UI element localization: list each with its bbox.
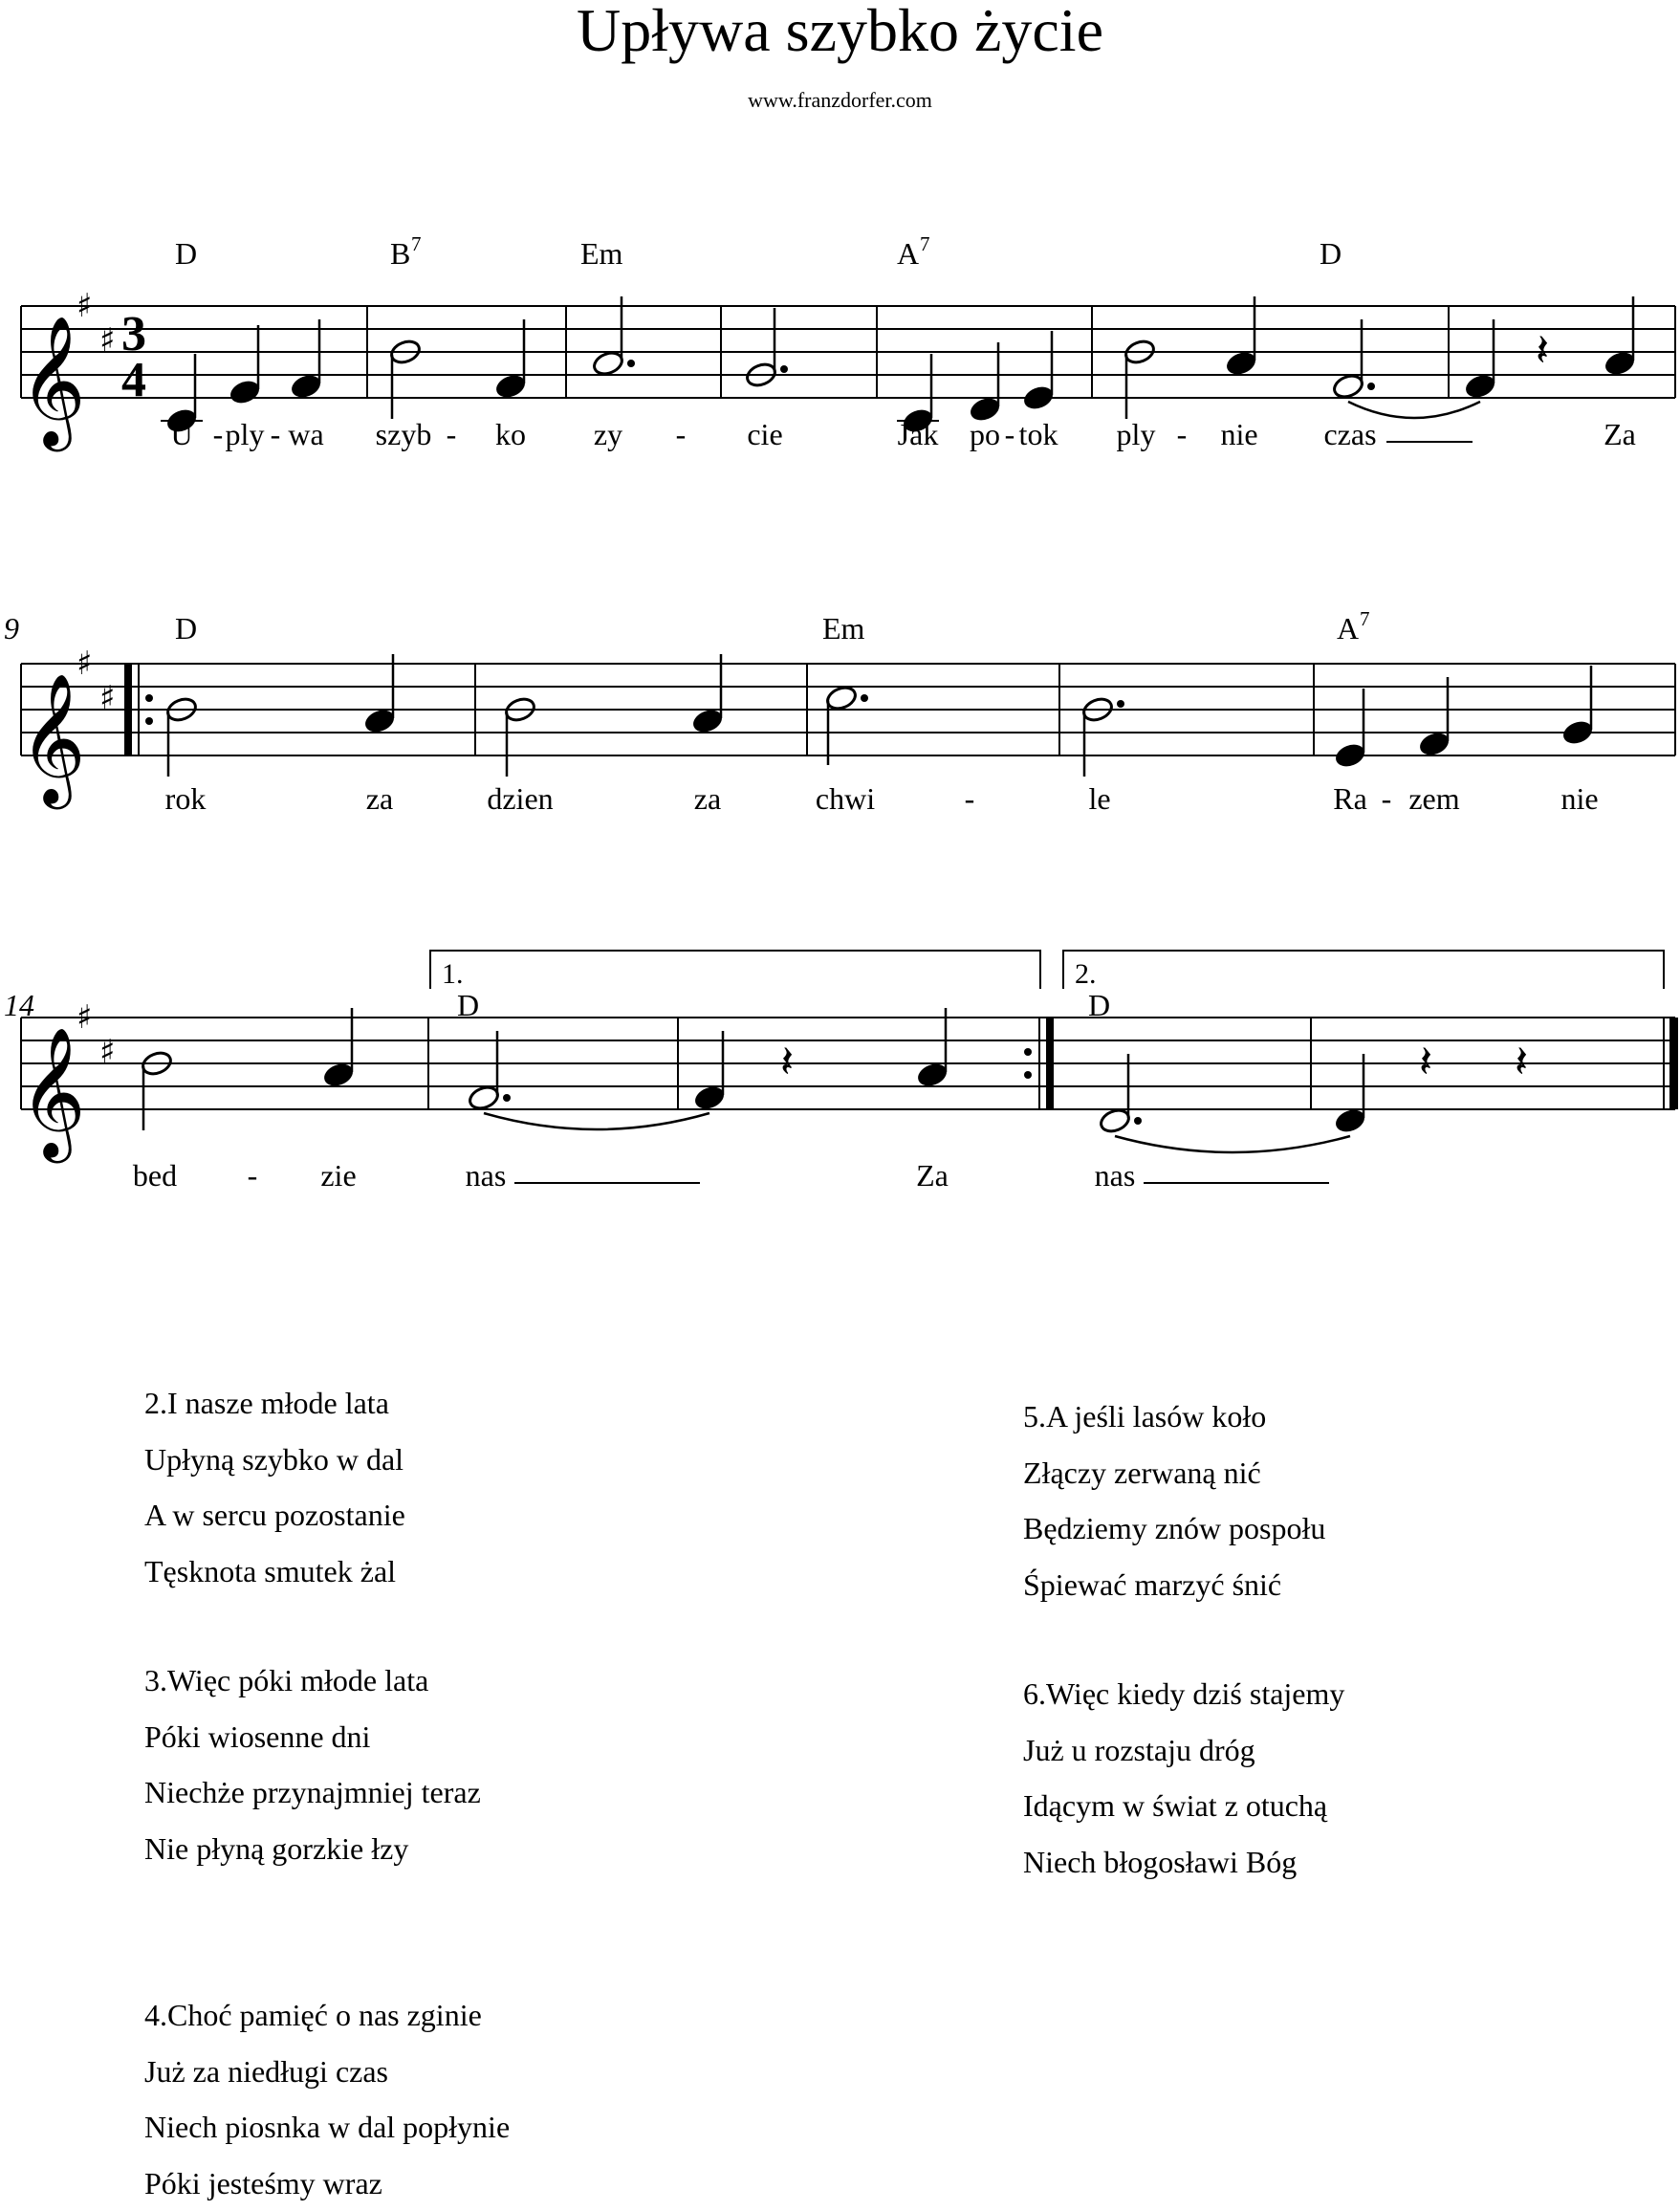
lyric-syllable: - — [676, 417, 687, 451]
lyric-syllable: rok — [165, 781, 207, 816]
lyric-syllable: za — [366, 781, 393, 816]
verse-5 — [1023, 1389, 1325, 1612]
verses-left-3 — [144, 1987, 510, 2211]
dot-icon — [1134, 1117, 1142, 1125]
lyric-syllable: U — [170, 417, 192, 451]
dot-icon — [503, 1094, 511, 1102]
sharp-icon: ♯ — [76, 645, 92, 683]
lyric-syllable: Za — [1604, 417, 1636, 451]
dot-icon — [1367, 383, 1375, 390]
note-head — [690, 707, 724, 735]
lyric-syllable: - — [271, 417, 281, 451]
lyric-syllable: zy — [594, 417, 622, 451]
chord-symbol: A — [897, 236, 919, 271]
note-head — [1463, 372, 1496, 401]
verse-line: Niechże przynajmniej teraz — [144, 1764, 481, 1821]
verse-line: Będziemy znów pospołu — [1023, 1500, 1325, 1557]
chord-symbol: A — [1337, 611, 1359, 646]
quarter-rest-icon: 𝄽 — [780, 1036, 794, 1087]
song-title: Upływa szybko życie — [0, 0, 1680, 61]
lyric-syllable: tok — [1019, 417, 1058, 451]
verse-line: Niech błogosławi Bóg — [1023, 1834, 1344, 1891]
verse-4 — [144, 1987, 510, 2211]
quarter-rest-icon: 𝄽 — [1419, 1036, 1432, 1087]
verse-line: 3.Więc póki młode lata — [144, 1653, 481, 1709]
lyric-syllable: dzien — [487, 781, 553, 816]
verse-line: 2.I nasze młode lata — [144, 1375, 405, 1432]
treble-clef-icon: 𝄞 — [19, 671, 86, 809]
note-head — [467, 1084, 500, 1112]
verse-line: A w sercu pozostanie — [144, 1487, 405, 1543]
volta-2-label: 2. — [1075, 958, 1097, 990]
verse-line: Upłyną szybko w dal — [144, 1432, 405, 1488]
tie — [1115, 1136, 1350, 1152]
chord-symbol: Em — [580, 236, 623, 271]
lyric-syllable: wa — [288, 417, 323, 451]
lyric-syllable: Jak — [898, 417, 939, 451]
sharp-icon: ♯ — [99, 1033, 115, 1071]
lyric-syllable: nie — [1220, 417, 1257, 451]
verse-line: 4.Choć pamięć o nas zginie — [144, 1987, 510, 2044]
note-head — [591, 349, 624, 378]
verse-2 — [144, 1375, 405, 1599]
quarter-rest-icon: 𝄽 — [1536, 324, 1549, 376]
note-head — [1333, 1106, 1366, 1135]
chord-symbol: D — [175, 611, 197, 646]
verses-right — [1023, 1389, 1325, 1612]
verses-left — [144, 1375, 405, 1599]
chord-symbol: Em — [822, 611, 865, 646]
chord-symbol: B — [390, 236, 410, 271]
note-head — [1331, 372, 1364, 401]
lyric-syllable: szyb — [376, 417, 432, 451]
verses-left-2 — [144, 1653, 481, 1876]
note-head — [1021, 383, 1055, 412]
dot-icon — [1117, 700, 1124, 708]
source-url: www.franzdorfer.com — [0, 88, 1680, 113]
sharp-icon: ♯ — [99, 679, 115, 717]
dot-icon — [627, 360, 635, 367]
quarter-rest-icon: 𝄽 — [1515, 1036, 1528, 1087]
measure-number: 9 — [4, 611, 19, 646]
note-head — [692, 1084, 726, 1112]
note-head — [289, 372, 322, 401]
tie — [484, 1113, 709, 1129]
note-head — [1224, 349, 1257, 378]
lyric-syllable: nas — [1095, 1158, 1136, 1193]
verse-line: Póki jesteśmy wraz — [144, 2156, 510, 2211]
lyric-syllable: - — [1382, 781, 1392, 816]
chord-symbol: D — [457, 988, 479, 1022]
note-head — [824, 684, 858, 712]
chord-symbol: D — [1088, 988, 1110, 1022]
verse-line: Śpiewać marzyć śnić — [1023, 1557, 1325, 1613]
note-head — [362, 707, 396, 735]
treble-clef-icon: 𝄞 — [19, 314, 86, 451]
note-head — [321, 1061, 355, 1089]
note-head — [493, 372, 527, 401]
dot-icon — [780, 365, 788, 373]
lyric-syllable: zie — [320, 1158, 356, 1193]
time-signature-top: 3 — [121, 307, 146, 361]
staff-system-1 — [21, 306, 1675, 398]
verse-line: Już u rozstaju dróg — [1023, 1722, 1344, 1779]
verse-6 — [1023, 1666, 1344, 1890]
note-head — [1333, 741, 1366, 770]
note-head — [1603, 349, 1636, 378]
verse-line: 6.Więc kiedy dziś stajemy — [1023, 1666, 1344, 1722]
lyric-syllable: po — [970, 417, 1000, 451]
lyric-syllable: - — [1005, 417, 1015, 451]
lyric-syllable: za — [694, 781, 721, 816]
chord-superscript: 7 — [411, 232, 422, 255]
chord-superscript: 7 — [920, 232, 930, 255]
lyric-syllable: le — [1088, 781, 1110, 816]
lyric-syllable: bed — [133, 1158, 177, 1193]
note-head — [1098, 1106, 1131, 1135]
treble-clef-icon: 𝄞 — [19, 1025, 86, 1163]
lyric-syllable: - — [965, 781, 975, 816]
verse-line: Idącym w świat z otuchą — [1023, 1778, 1344, 1834]
chord-superscript: 7 — [1360, 607, 1370, 630]
measure-number: 14 — [4, 988, 34, 1022]
lyric-syllable: Ra — [1333, 781, 1367, 816]
verse-line: Złączy zerwaną nić — [1023, 1445, 1325, 1501]
verse-3 — [144, 1653, 481, 1876]
lyric-syllable: - — [447, 417, 457, 451]
note-head — [1560, 718, 1594, 747]
lyric-syllable: chwi — [816, 781, 875, 816]
tie — [1348, 402, 1480, 418]
sharp-icon: ♯ — [76, 998, 92, 1037]
verse-line: Tęsknota smutek żal — [144, 1543, 405, 1600]
verse-line: Nie płyną gorzkie łzy — [144, 1821, 481, 1877]
lyric-syllable: Za — [916, 1158, 949, 1193]
lyric-syllable: - — [1177, 417, 1188, 451]
volta-1-label: 1. — [442, 958, 464, 990]
note-head — [1417, 730, 1451, 758]
verse-line: Niech piosnka w dal popłynie — [144, 2099, 510, 2156]
lyric-syllable: czas — [1323, 417, 1376, 451]
verse-line: Już za niedługi czas — [144, 2044, 510, 2100]
verse-line: Póki wiosenne dni — [144, 1709, 481, 1765]
lyric-syllable: nas — [466, 1158, 507, 1193]
notes-layer — [140, 296, 1636, 1152]
dot-icon — [861, 694, 868, 702]
time-signature-bottom: 4 — [121, 353, 146, 407]
sharp-icon: ♯ — [76, 287, 92, 325]
lyric-syllable: nie — [1560, 781, 1598, 816]
lyric-syllable: ply — [1117, 417, 1156, 451]
lyric-syllable: - — [248, 1158, 258, 1193]
lyric-syllable: ply — [226, 417, 265, 451]
lyric-syllable: ko — [495, 417, 526, 451]
lyric-syllable: zem — [1408, 781, 1459, 816]
verses-right-2 — [1023, 1666, 1344, 1890]
sharp-icon: ♯ — [99, 321, 115, 360]
note-head — [915, 1061, 949, 1089]
lyric-syllable: cie — [747, 417, 782, 451]
verse-line: 5.A jeśli lasów koło — [1023, 1389, 1325, 1445]
chord-symbol: D — [175, 236, 197, 271]
chord-symbol: D — [1320, 236, 1342, 271]
note-head — [228, 378, 261, 406]
lyric-syllable: - — [213, 417, 224, 451]
